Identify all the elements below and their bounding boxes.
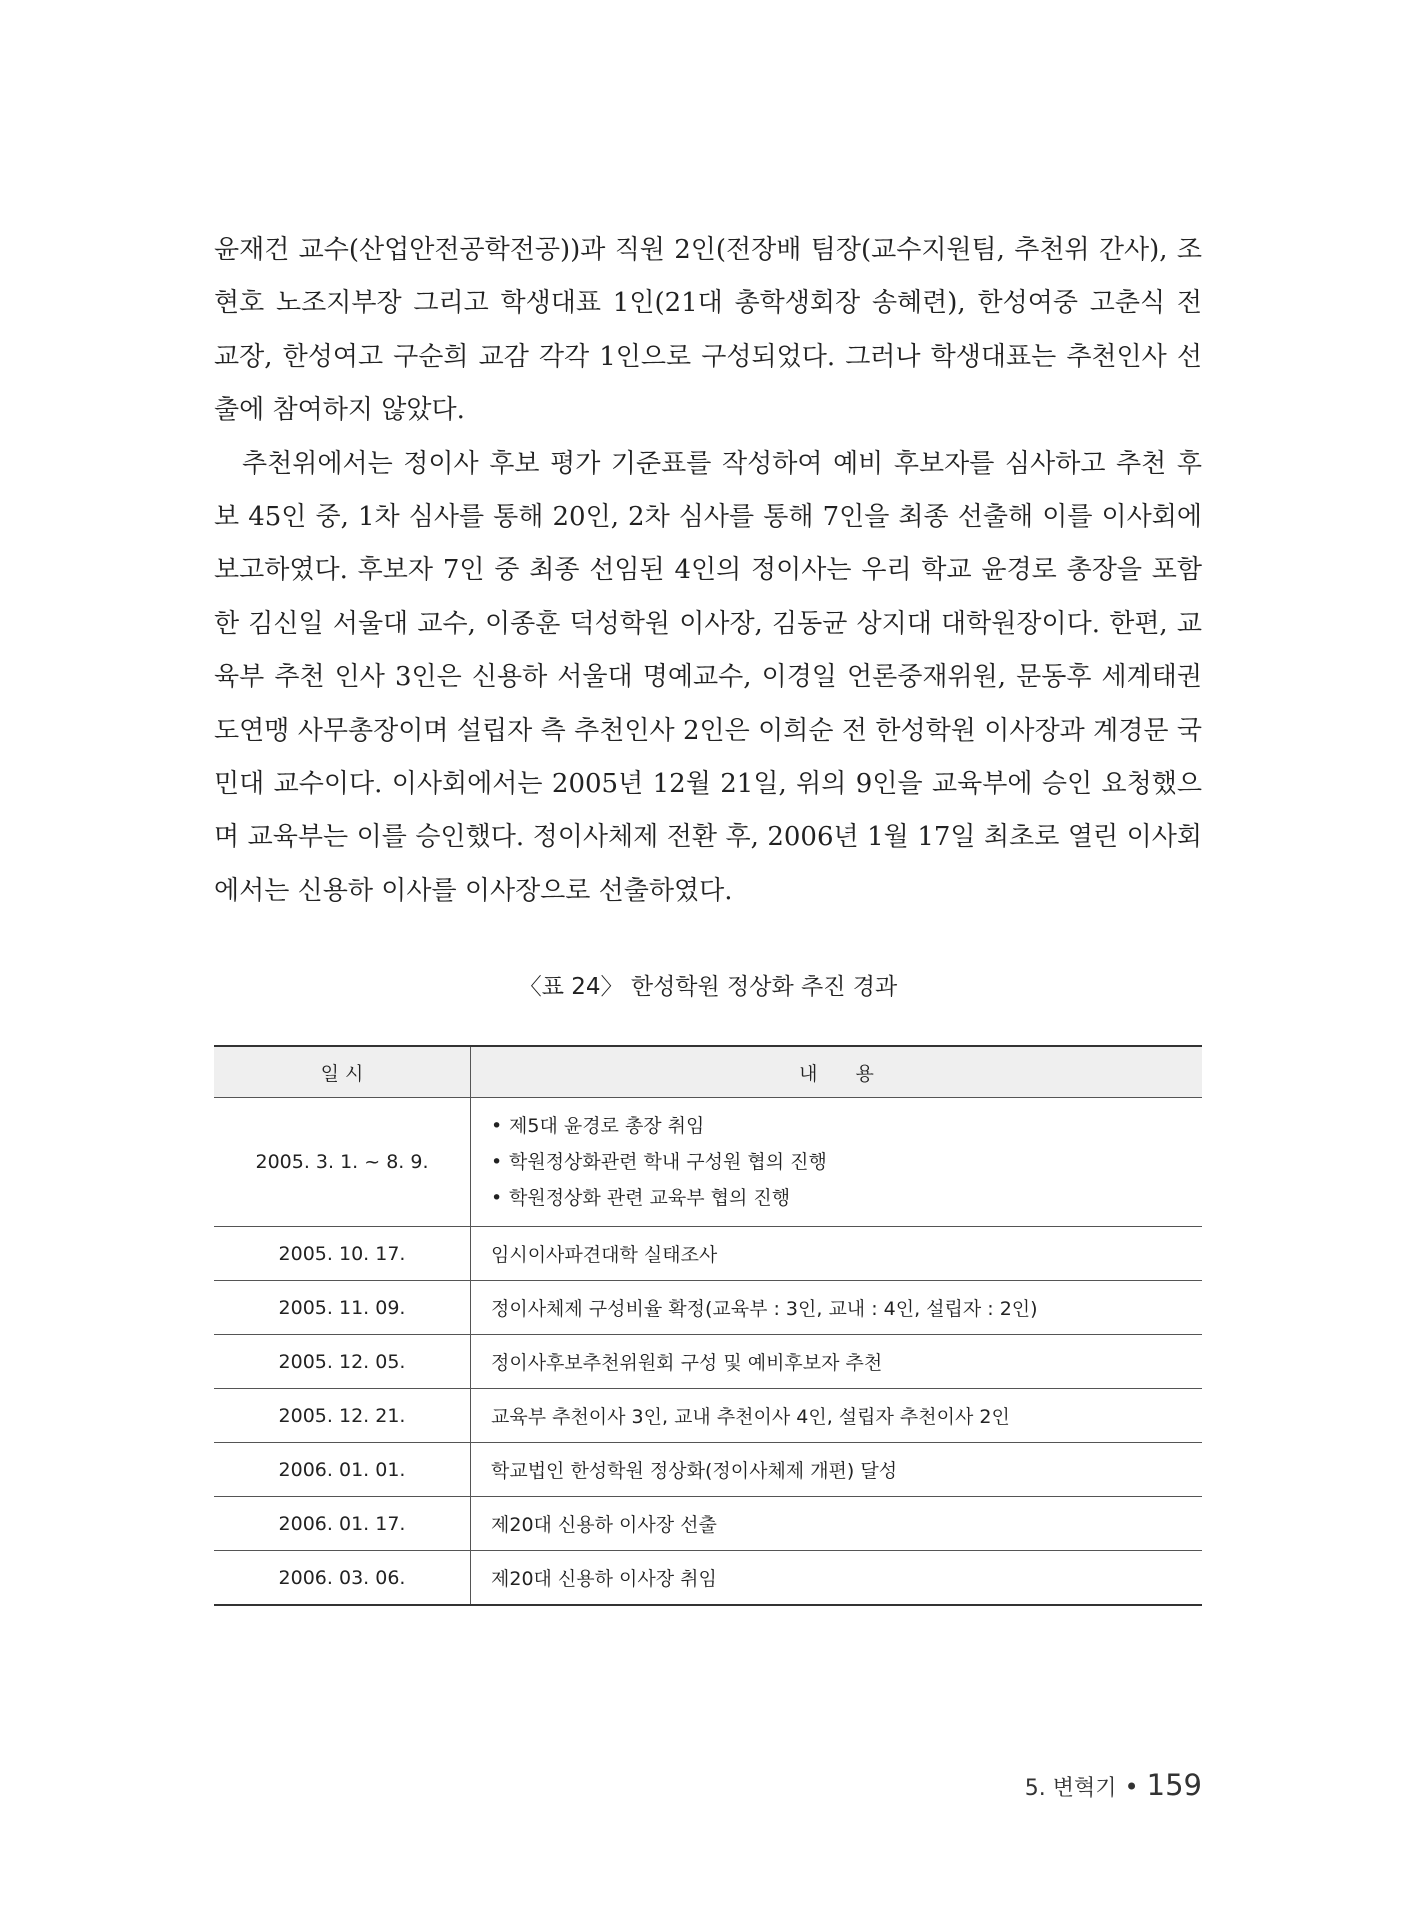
row-content: 임시이사파견대학 실태조사 (471, 1227, 1203, 1281)
header-date: 일 시 (214, 1046, 471, 1098)
bullet-item: • 제5대 윤경로 총장 취임 (491, 1108, 1202, 1144)
table-row (214, 1281, 1202, 1335)
row-date: 2005. 12. 05. (214, 1335, 471, 1389)
row-date: 2005. 11. 09. (214, 1281, 471, 1335)
bullet-list (491, 1108, 1202, 1216)
history-table (214, 1045, 1202, 1606)
page-footer (1025, 1768, 1202, 1802)
paragraph-1: 윤재건 교수(산업안전공학전공))과 직원 2인(전장배 팀장(교수지원팀, 추천위 간사), 조현호 노조지부장 그리고 학생대표 1인(21대 총학생회장 송혜련), 한성여중 고춘식 전 교장, 한성여고 구순희 교감 각각 1인으로 구성되었다. 그러나 학생대표는 추천인사 선출에 참여하지 않았다. (214, 235, 1202, 426)
row-date: 2006. 01. 17. (214, 1497, 471, 1551)
row-date: 2006. 03. 06. (214, 1551, 471, 1606)
table-row (214, 1551, 1202, 1606)
page-number: 159 (1146, 1768, 1202, 1802)
table-row (214, 1227, 1202, 1281)
table-row (214, 1443, 1202, 1497)
table-header-row (214, 1046, 1202, 1098)
row-date: 2005. 10. 17. (214, 1227, 471, 1281)
header-content: 내 용 (471, 1046, 1203, 1098)
row-content: 학교법인 한성학원 정상화(정이사체제 개편) 달성 (471, 1443, 1203, 1497)
row-content: 정이사체제 구성비율 확정(교육부 : 3인, 교내 : 4인, 설립자 : 2인) (471, 1281, 1203, 1335)
table-row (214, 1497, 1202, 1551)
footer-section-title: 5. 변혁기 (1024, 1776, 1117, 1801)
row-content: 제20대 신용하 이사장 취임 (491, 1568, 717, 1590)
footer-separator: • (1124, 1773, 1139, 1801)
bullet-item: • 학원정상화 관련 교육부 협의 진행 (491, 1180, 1202, 1216)
table-row (214, 1389, 1202, 1443)
row-content: 정이사후보추천위원회 구성 및 예비후보자 추천 (471, 1335, 1203, 1389)
row-content (471, 1098, 1203, 1227)
row-content: 교육부 추천이사 3인, 교내 추천이사 4인, 설립자 추천이사 2인 (471, 1389, 1203, 1443)
body-text (214, 224, 1202, 918)
table-row (214, 1335, 1202, 1389)
row-date: 2006. 01. 01. (214, 1443, 471, 1497)
table-caption: 〈표 24〉 한성학원 정상화 추진 경과 (518, 974, 898, 1000)
row-content: 제20대 신용하 이사장 선출 (471, 1497, 1203, 1551)
bullet-item: • 학원정상화관련 학내 구성원 협의 진행 (491, 1144, 1202, 1180)
row-date: 2005. 12. 21. (214, 1389, 471, 1443)
row-date: 2005. 3. 1. ~ 8. 9. (214, 1098, 471, 1227)
paragraph-2: 추천위에서는 정이사 후보 평가 기준표를 작성하여 예비 후보자를 심사하고 추천 후보 45인 중, 1차 심사를 통해 20인, 2차 심사를 통해 7인을 최종 선출해 이를 이사회에 보고하였다. 후보자 7인 중 최종 선임된 4인의 정이사는 우리 학교 윤경로 총장을 포함한 김신일 서울대 교수, 이종훈 덕성학원 이사장, 김동균 상지대 대학원장이다. 한편, 교육부 추천 인사 3인은 신용하 서울대 명예교수, 이경일 언론중재위원, 문동후 세계태권도연맹 사무총장이며 설립자 측 추천인사 2인은 이희순 전 한성학원 이사장과 계경문 국민대 교수이다. 이사회에서는 2005년 12월 21일, 위의 9인을 교육부에 승인 요청했으며 교육부는 이를 승인했다. 정이사체제 전환 후, 2006년 1월 17일 최초로 열린 이사회에서는 신용하 이사를 이사장으로 선출하였다. (214, 448, 1202, 906)
table-row (214, 1098, 1202, 1227)
